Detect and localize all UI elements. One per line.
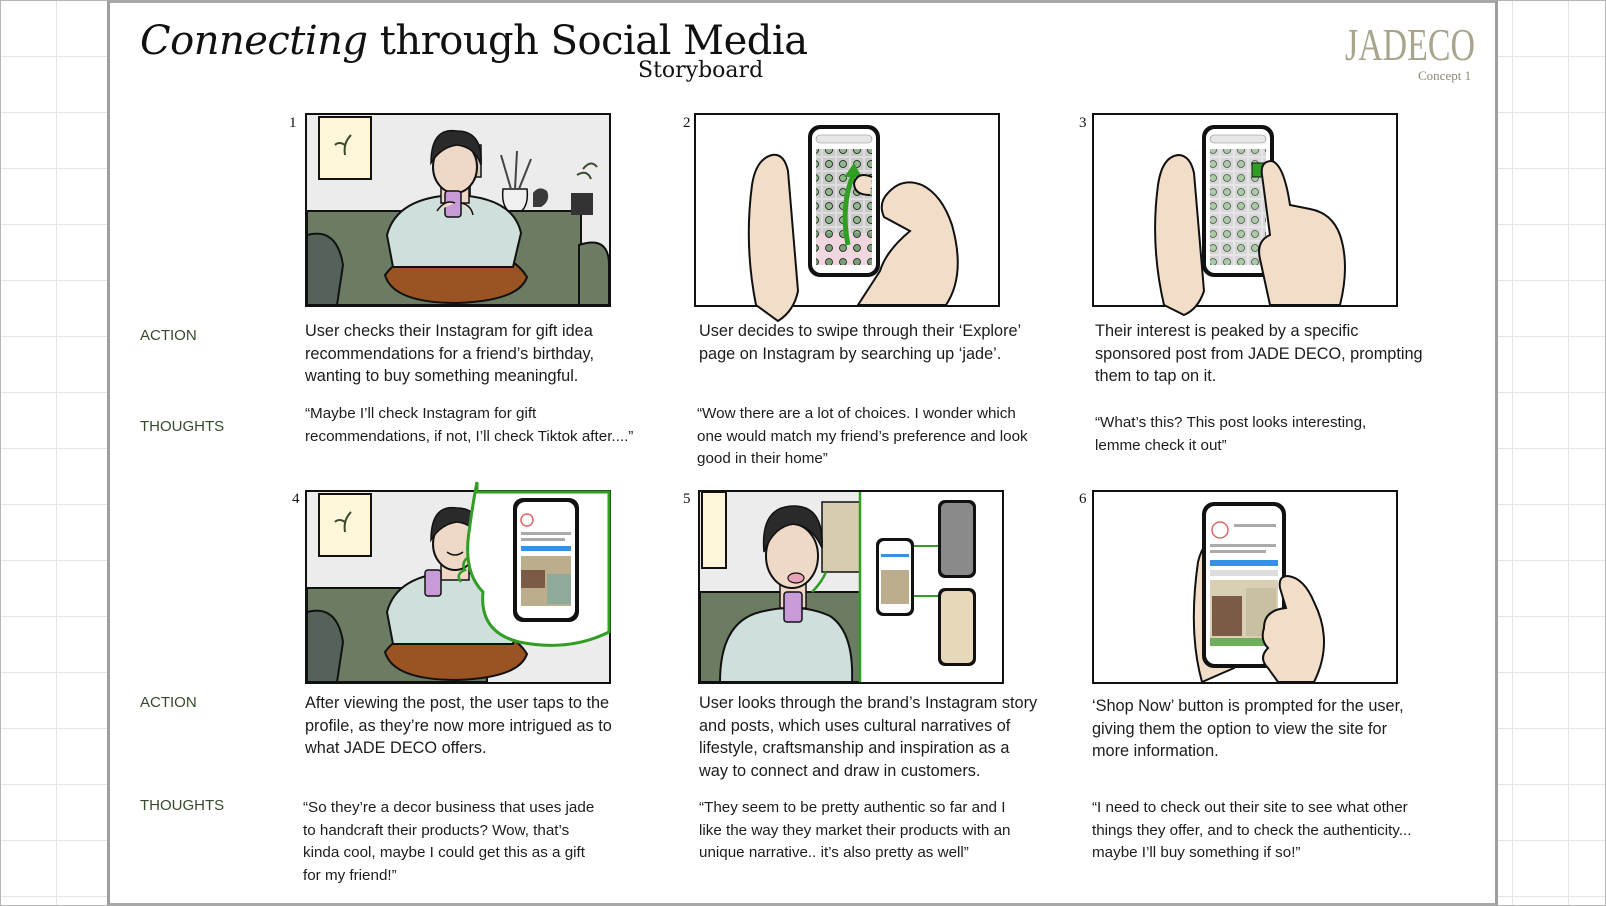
row-label-thoughts-1: THOUGHTS: [140, 418, 225, 435]
row-label-action-2: ACTION: [140, 694, 197, 711]
panel-4-thoughts: “So they’re a decor business that uses jade to handcraft their products? Wow, that’s kinda cool, maybe I could get this as a gift for my friend!”: [303, 799, 595, 884]
panel-illustration-1: [305, 113, 611, 307]
panel-number-1: 1: [289, 115, 297, 131]
panel-6-action: ‘Shop Now’ button is prompted for the user, giving them the option to view the site for more information.: [1092, 697, 1404, 760]
panel-1-thoughts: “Maybe I’ll check Instagram for gift recommendations, if not, I’ll check Tiktok after....”: [305, 405, 634, 445]
row-label-action-1: ACTION: [140, 327, 197, 344]
panel-5-action: User looks through the brand’s Instagram story and posts, which uses cultural narratives of lifestyle, craftsmanship and inspiration as a way to connect and draw in customers.: [699, 694, 1038, 780]
svg-text:JADECO: JADECO: [1345, 19, 1475, 70]
panel-illustration-6: [1092, 490, 1398, 684]
panel-5-thoughts: “They seem to be pretty authentic so far and I like the way they market their products with an unique narrative.. it’s also pretty as well”: [699, 799, 1011, 861]
panel-number-2: 2: [683, 115, 691, 131]
panel-number-3: 3: [1079, 115, 1087, 131]
panel-1-action: User checks their Instagram for gift idea recommendations for a friend’s birthday, wanting to buy something meaningful.: [305, 322, 594, 385]
panel-2-thoughts: “Wow there are a lot of choices. I wonder which one would match my friend’s preference and look good in their home”: [697, 405, 1028, 467]
title-rest: through Social Media: [367, 18, 808, 64]
page-subtitle: Storyboard: [638, 58, 764, 83]
panel-number-4: 4: [292, 491, 300, 507]
panel-number-6: 6: [1079, 491, 1087, 507]
panel-illustration-4: [305, 490, 611, 684]
panel-illustration-2: [694, 113, 1000, 307]
concept-label: Concept 1: [1418, 68, 1472, 83]
panel-2-action: User decides to swipe through their ‘Explore’ page on Instagram by searching up ‘jade’.: [699, 322, 1021, 363]
panel-illustration-3: [1092, 113, 1398, 307]
panel-3-action: Their interest is peaked by a specific sponsored post from JADE DECO, prompting them to tap on it.: [1095, 322, 1423, 385]
panel-3-thoughts: “What’s this? This post looks interesting, lemme check it out”: [1095, 414, 1367, 454]
row-label-thoughts-2: THOUGHTS: [140, 797, 225, 814]
panel-6-thoughts: “I need to check out their site to see what other things they offer, and to check the authenticity... maybe I’ll buy something if so!”: [1092, 799, 1412, 861]
title-italic-word: Connecting: [140, 18, 368, 64]
panel-number-5: 5: [683, 491, 691, 507]
panel-4-action: After viewing the post, the user taps to the profile, as they’re now more intrigued as to what JADE DECO offers.: [305, 694, 612, 757]
panel-illustration-5: [698, 490, 1004, 684]
